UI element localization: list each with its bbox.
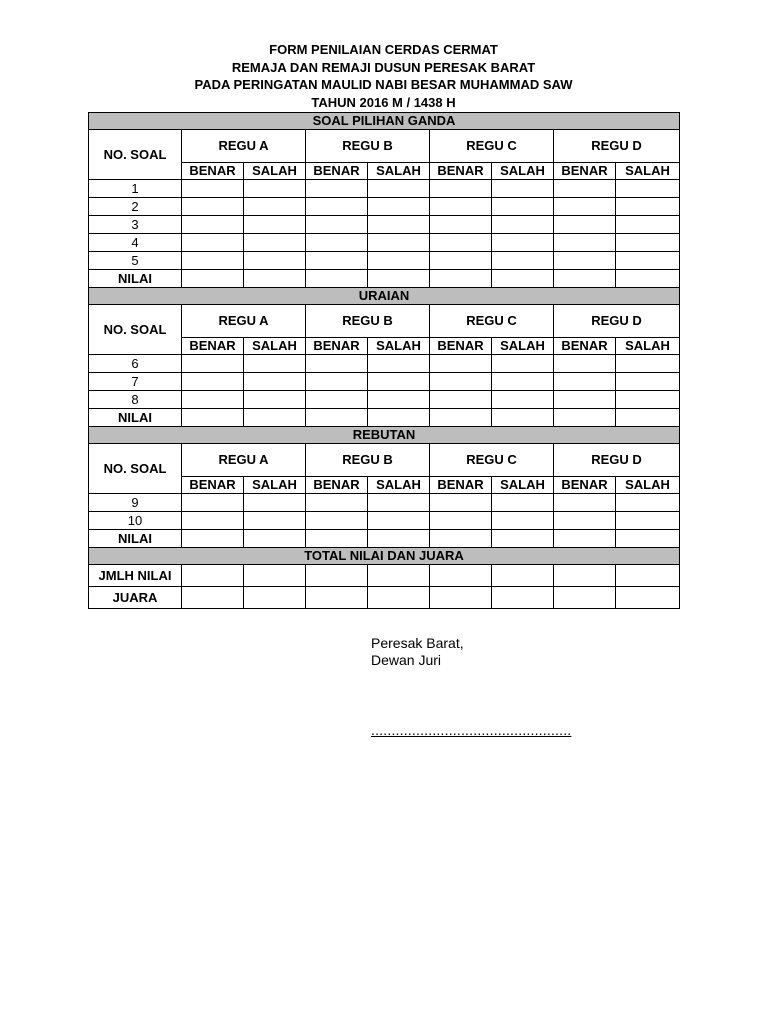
nilai-cell[interactable] <box>182 270 244 288</box>
benar-header: BENAR <box>182 338 244 355</box>
signature-block <box>371 635 464 669</box>
total-cell[interactable] <box>306 565 368 587</box>
team-header: REGU D <box>554 444 680 477</box>
score-cell[interactable] <box>430 355 492 373</box>
question-number: 6 <box>89 355 182 373</box>
salah-header: SALAH <box>616 338 680 355</box>
salah-header: SALAH <box>492 338 554 355</box>
score-cell[interactable] <box>492 391 554 409</box>
score-cell[interactable] <box>244 180 306 198</box>
total-cell[interactable] <box>554 587 616 609</box>
team-header: REGU A <box>182 305 306 338</box>
total-cell[interactable] <box>616 565 680 587</box>
nilai-cell[interactable] <box>554 530 616 548</box>
score-cell[interactable] <box>554 512 616 530</box>
score-cell[interactable] <box>492 216 554 234</box>
section-header-row <box>89 288 680 305</box>
total-cell[interactable] <box>244 587 306 609</box>
team-header-row <box>89 130 680 163</box>
nilai-cell[interactable] <box>492 409 554 427</box>
score-cell[interactable] <box>554 180 616 198</box>
nilai-cell[interactable] <box>182 530 244 548</box>
total-cell[interactable] <box>368 565 430 587</box>
score-cell[interactable] <box>368 216 430 234</box>
question-number: 3 <box>89 216 182 234</box>
score-table <box>88 112 680 609</box>
score-cell[interactable] <box>430 234 492 252</box>
score-cell[interactable] <box>244 198 306 216</box>
page-title <box>88 41 679 111</box>
score-cell[interactable] <box>182 180 244 198</box>
score-cell[interactable] <box>492 234 554 252</box>
question-number: 1 <box>89 180 182 198</box>
score-cell[interactable] <box>616 198 680 216</box>
team-header: REGU C <box>430 444 554 477</box>
question-number: 10 <box>89 512 182 530</box>
table-row <box>89 494 680 512</box>
score-cell[interactable] <box>244 494 306 512</box>
nilai-cell[interactable] <box>430 409 492 427</box>
salah-header: SALAH <box>616 477 680 494</box>
score-cell[interactable] <box>182 198 244 216</box>
benar-header: BENAR <box>182 163 244 180</box>
nilai-cell[interactable] <box>616 530 680 548</box>
team-header: REGU B <box>306 130 430 163</box>
benar-header: BENAR <box>182 477 244 494</box>
score-cell[interactable] <box>368 180 430 198</box>
nilai-cell[interactable] <box>306 409 368 427</box>
score-cell[interactable] <box>182 234 244 252</box>
score-cell[interactable] <box>492 180 554 198</box>
nilai-row <box>89 270 680 288</box>
nilai-cell[interactable] <box>430 270 492 288</box>
score-cell[interactable] <box>368 373 430 391</box>
score-cell[interactable] <box>182 494 244 512</box>
no-soal-header: NO. SOAL <box>89 305 182 355</box>
score-cell[interactable] <box>554 494 616 512</box>
benar-header: BENAR <box>554 338 616 355</box>
salah-header: SALAH <box>492 477 554 494</box>
question-number: 4 <box>89 234 182 252</box>
benar-header: BENAR <box>554 163 616 180</box>
score-cell[interactable] <box>616 180 680 198</box>
total-cell[interactable] <box>182 565 244 587</box>
team-header: REGU A <box>182 444 306 477</box>
score-cell[interactable] <box>492 512 554 530</box>
score-cell[interactable] <box>244 234 306 252</box>
score-cell[interactable] <box>182 355 244 373</box>
team-header: REGU C <box>430 305 554 338</box>
nilai-row <box>89 409 680 427</box>
score-cell[interactable] <box>554 252 616 270</box>
score-cell[interactable] <box>368 512 430 530</box>
team-header: REGU A <box>182 130 306 163</box>
table-row <box>89 234 680 252</box>
benar-header: BENAR <box>554 477 616 494</box>
nilai-label: NILAI <box>89 409 182 427</box>
question-number: 5 <box>89 252 182 270</box>
nilai-cell[interactable] <box>244 270 306 288</box>
benar-header: BENAR <box>306 163 368 180</box>
score-cell[interactable] <box>554 355 616 373</box>
total-cell[interactable] <box>554 565 616 587</box>
score-cell[interactable] <box>554 391 616 409</box>
score-cell[interactable] <box>306 373 368 391</box>
nilai-cell[interactable] <box>306 530 368 548</box>
score-cell[interactable] <box>306 512 368 530</box>
team-header: REGU C <box>430 130 554 163</box>
table-row <box>89 391 680 409</box>
total-cell[interactable] <box>430 587 492 609</box>
nilai-cell[interactable] <box>616 270 680 288</box>
section-title: URAIAN <box>89 288 680 305</box>
score-cell[interactable] <box>182 216 244 234</box>
total-section-header-row <box>89 548 680 565</box>
salah-header: SALAH <box>368 338 430 355</box>
score-cell[interactable] <box>430 512 492 530</box>
score-cell[interactable] <box>430 180 492 198</box>
nilai-cell[interactable] <box>616 409 680 427</box>
total-row-label: JUARA <box>89 587 182 609</box>
score-cell[interactable] <box>306 391 368 409</box>
score-cell[interactable] <box>492 252 554 270</box>
benar-header: BENAR <box>430 163 492 180</box>
title-line-1: FORM PENILAIAN CERDAS CERMAT <box>269 42 498 57</box>
score-cell[interactable] <box>492 355 554 373</box>
nilai-cell[interactable] <box>244 530 306 548</box>
salah-header: SALAH <box>244 338 306 355</box>
salah-header: SALAH <box>492 163 554 180</box>
total-section-title: TOTAL NILAI DAN JUARA <box>89 548 680 565</box>
question-number: 9 <box>89 494 182 512</box>
table-row <box>89 180 680 198</box>
score-cell[interactable] <box>306 198 368 216</box>
nilai-label: NILAI <box>89 530 182 548</box>
section-title: SOAL PILIHAN GANDA <box>89 113 680 130</box>
total-cell[interactable] <box>244 565 306 587</box>
title-line-3: PADA PERINGATAN MAULID NABI BESAR MUHAMMAD SAW <box>194 77 573 92</box>
score-cell[interactable] <box>554 373 616 391</box>
score-cell[interactable] <box>616 494 680 512</box>
section-header-row <box>89 113 680 130</box>
score-cell[interactable] <box>182 391 244 409</box>
score-cell[interactable] <box>244 391 306 409</box>
table-row <box>89 355 680 373</box>
nilai-cell[interactable] <box>554 270 616 288</box>
score-cell[interactable] <box>306 234 368 252</box>
score-cell[interactable] <box>244 355 306 373</box>
team-header: REGU D <box>554 305 680 338</box>
benar-header: BENAR <box>430 338 492 355</box>
total-row <box>89 587 680 609</box>
nilai-cell[interactable] <box>306 270 368 288</box>
score-cell[interactable] <box>554 234 616 252</box>
total-cell[interactable] <box>368 587 430 609</box>
score-cell[interactable] <box>554 216 616 234</box>
score-cell[interactable] <box>368 198 430 216</box>
score-cell[interactable] <box>182 373 244 391</box>
score-cell[interactable] <box>430 198 492 216</box>
nilai-cell[interactable] <box>244 409 306 427</box>
total-row-label: JMLH NILAI <box>89 565 182 587</box>
benar-header: BENAR <box>430 477 492 494</box>
score-cell[interactable] <box>616 391 680 409</box>
score-cell[interactable] <box>306 494 368 512</box>
score-cell[interactable] <box>368 494 430 512</box>
title-line-2: REMAJA DAN REMAJI DUSUN PERESAK BARAT <box>231 59 536 75</box>
nilai-cell[interactable] <box>368 409 430 427</box>
team-header-row <box>89 444 680 477</box>
question-number: 7 <box>89 373 182 391</box>
nilai-cell[interactable] <box>182 409 244 427</box>
table-row <box>89 252 680 270</box>
score-cell[interactable] <box>368 355 430 373</box>
nilai-cell[interactable] <box>492 530 554 548</box>
nilai-cell[interactable] <box>554 409 616 427</box>
score-cell[interactable] <box>430 252 492 270</box>
question-number: 2 <box>89 198 182 216</box>
team-header-row <box>89 305 680 338</box>
no-soal-header: NO. SOAL <box>89 444 182 494</box>
team-header: REGU D <box>554 130 680 163</box>
score-cell[interactable] <box>616 355 680 373</box>
score-cell[interactable] <box>492 198 554 216</box>
team-header: REGU B <box>306 444 430 477</box>
score-cell[interactable] <box>616 512 680 530</box>
title-line-4: TAHUN 2016 M / 1438 H <box>311 94 456 110</box>
nilai-label: NILAI <box>89 270 182 288</box>
score-cell[interactable] <box>182 252 244 270</box>
score-cell[interactable] <box>244 512 306 530</box>
nilai-cell[interactable] <box>368 530 430 548</box>
table-row <box>89 198 680 216</box>
score-cell[interactable] <box>430 391 492 409</box>
total-cell[interactable] <box>492 565 554 587</box>
salah-header: SALAH <box>244 477 306 494</box>
total-cell[interactable] <box>182 587 244 609</box>
salah-header: SALAH <box>368 163 430 180</box>
score-cell[interactable] <box>244 373 306 391</box>
table-row <box>89 373 680 391</box>
total-cell[interactable] <box>306 587 368 609</box>
signature-role: Dewan Juri <box>371 652 442 668</box>
score-cell[interactable] <box>492 373 554 391</box>
score-cell[interactable] <box>306 355 368 373</box>
benar-header: BENAR <box>306 338 368 355</box>
salah-header: SALAH <box>244 163 306 180</box>
salah-header: SALAH <box>368 477 430 494</box>
score-cell[interactable] <box>430 373 492 391</box>
score-cell[interactable] <box>368 391 430 409</box>
total-row <box>89 565 680 587</box>
signature-line: ................................................. <box>371 722 572 738</box>
score-cell[interactable] <box>306 252 368 270</box>
score-cell[interactable] <box>244 252 306 270</box>
benar-header: BENAR <box>306 477 368 494</box>
question-number: 8 <box>89 391 182 409</box>
nilai-cell[interactable] <box>368 270 430 288</box>
score-cell[interactable] <box>616 234 680 252</box>
score-cell[interactable] <box>616 252 680 270</box>
no-soal-header: NO. SOAL <box>89 130 182 180</box>
salah-header: SALAH <box>616 163 680 180</box>
table-row <box>89 512 680 530</box>
section-header-row <box>89 427 680 444</box>
total-cell[interactable] <box>430 565 492 587</box>
score-cell[interactable] <box>554 198 616 216</box>
table-row <box>89 216 680 234</box>
section-title: REBUTAN <box>89 427 680 444</box>
score-cell[interactable] <box>306 180 368 198</box>
nilai-row <box>89 530 680 548</box>
score-cell[interactable] <box>182 512 244 530</box>
score-cell[interactable] <box>306 216 368 234</box>
score-cell[interactable] <box>616 373 680 391</box>
score-cell[interactable] <box>430 494 492 512</box>
team-header: REGU B <box>306 305 430 338</box>
score-cell[interactable] <box>430 216 492 234</box>
score-cell[interactable] <box>616 216 680 234</box>
total-cell[interactable] <box>616 587 680 609</box>
nilai-cell[interactable] <box>492 270 554 288</box>
total-cell[interactable] <box>492 587 554 609</box>
score-cell[interactable] <box>492 494 554 512</box>
score-cell[interactable] <box>368 252 430 270</box>
score-cell[interactable] <box>244 216 306 234</box>
nilai-cell[interactable] <box>430 530 492 548</box>
signature-place: Peresak Barat, <box>371 635 464 651</box>
score-cell[interactable] <box>368 234 430 252</box>
